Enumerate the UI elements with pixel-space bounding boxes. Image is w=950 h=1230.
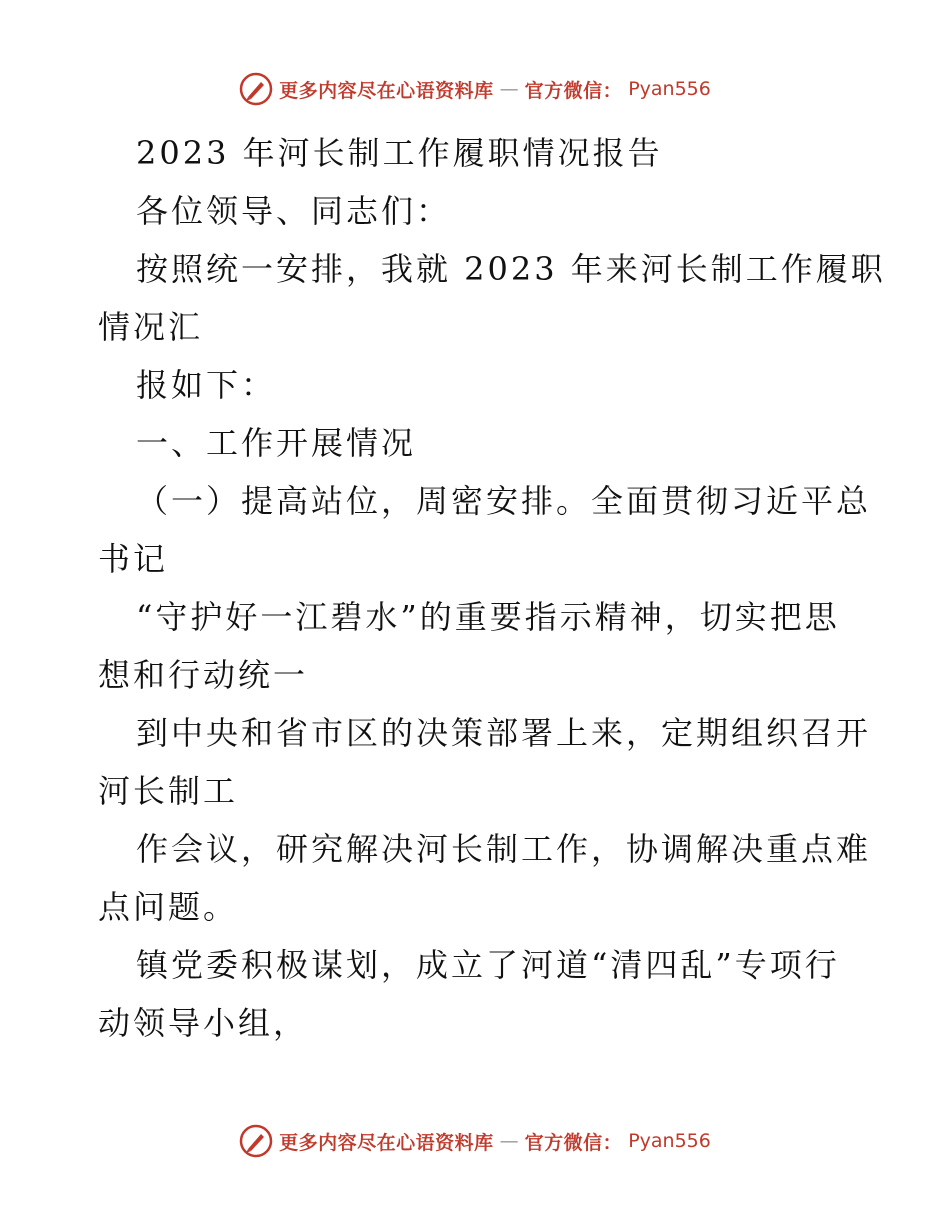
text-line: 动领导小组， — [98, 1004, 309, 1042]
watermark-site-text: 更多内容尽在心语资料库 — [279, 79, 494, 102]
watermark-wechat-label: 官方微信： — [524, 1131, 623, 1154]
document-body — [98, 124, 886, 1052]
watermark-site-text: 更多内容尽在心语资料库 — [279, 1131, 494, 1154]
text-line: 河长制工 — [98, 772, 239, 810]
watermark-dash: — — [499, 78, 519, 100]
text-line: 各位领导、同志们： — [136, 192, 452, 230]
watermark-wechat-id: Pyan556 — [628, 78, 711, 100]
watermark-dash: — — [499, 1130, 519, 1152]
pen-logo-icon — [239, 72, 273, 106]
header-watermark — [0, 72, 950, 106]
text-line: 按照统一安排，我就 2023 年来河长制工作履职 — [136, 250, 886, 288]
text-line: 一、工作开展情况 — [136, 424, 417, 462]
text-line: 作会议，研究解决河长制工作，协调解决重点难 — [136, 830, 872, 868]
text-line: 报如下： — [136, 366, 277, 404]
pen-logo-icon — [239, 1124, 273, 1158]
text-line: 书记 — [98, 540, 169, 578]
text-line: 情况汇 — [98, 308, 204, 346]
text-line: 想和行动统一 — [98, 656, 309, 694]
text-line: 镇党委积极谋划，成立了河道“清四乱”专项行 — [136, 946, 840, 984]
text-line: 到中央和省市区的决策部署上来，定期组织召开 — [136, 714, 872, 752]
footer-watermark — [0, 1124, 950, 1158]
watermark-wechat-id: Pyan556 — [628, 1130, 711, 1152]
text-line: （一）提高站位，周密安排。全面贯彻习近平总 — [136, 482, 872, 520]
text-line: 点问题。 — [98, 888, 239, 926]
watermark-wechat-label: 官方微信： — [524, 79, 623, 102]
document-title: 2023 年河长制工作履职情况报告 — [136, 134, 663, 172]
text-line: “守护好一江碧水”的重要指示精神，切实把思 — [136, 598, 840, 636]
